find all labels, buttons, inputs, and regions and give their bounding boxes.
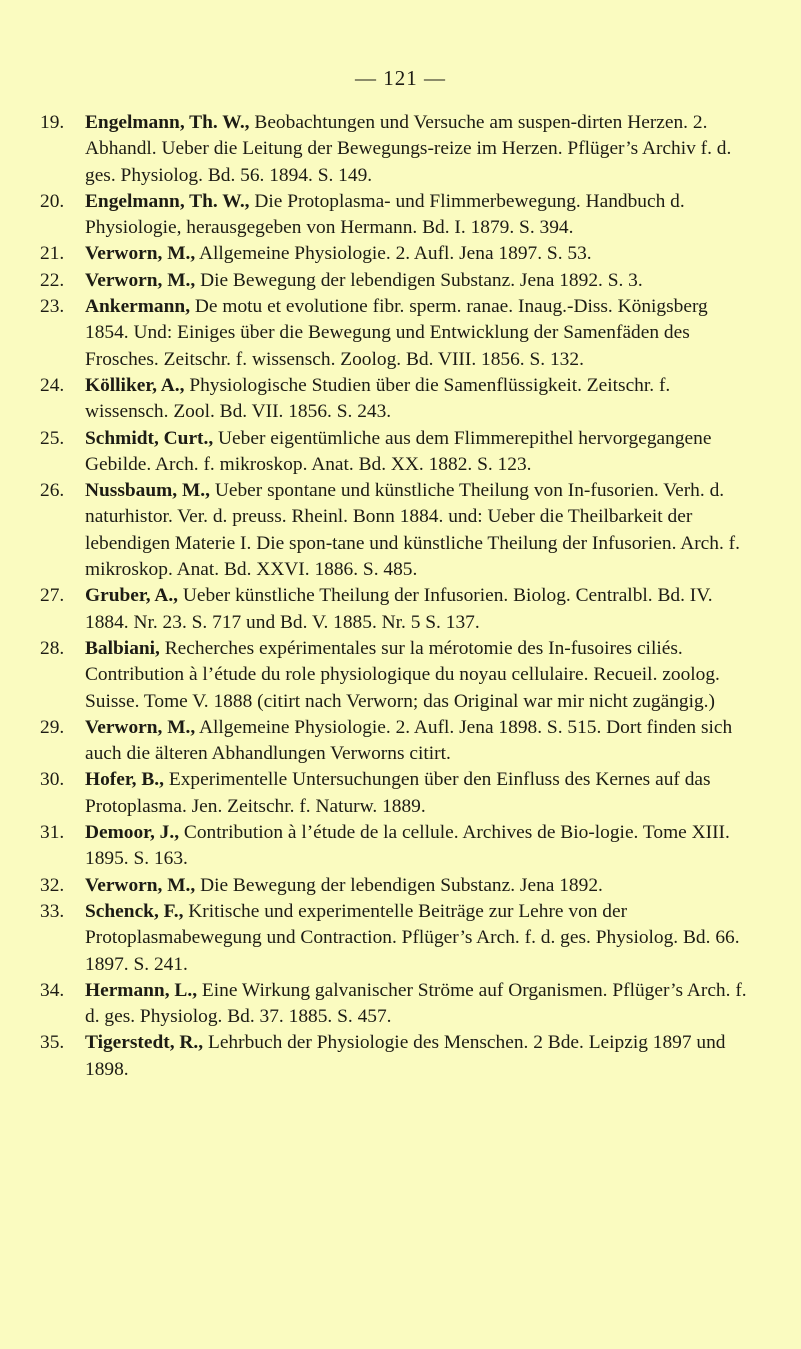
reference-item <box>40 899 755 978</box>
reference-author: Kölliker, A., <box>85 374 185 396</box>
reference-number: 21. <box>40 243 65 265</box>
reference-item <box>40 241 755 267</box>
reference-text: Ueber künstliche Theilung der Infusorien. Biolog. Centralbl. Bd. IV. 1884. Nr. 23. S. 717 und Bd. V. 1885. Nr. 5 S. 137. <box>85 585 713 633</box>
reference-author: Demoor, J., <box>85 822 180 844</box>
reference-number: 32. <box>40 874 65 896</box>
reference-author: Nussbaum, M., <box>85 480 210 502</box>
reference-author: Verworn, M., <box>85 243 196 265</box>
reference-number: 28. <box>40 637 65 659</box>
reference-item <box>40 268 755 294</box>
reference-number: 31. <box>40 822 65 844</box>
reference-text: Lehrbuch der Physiologie des Menschen. 2 Bde. Leipzig 1897 und 1898. <box>85 1032 726 1080</box>
reference-text: Allgemeine Physiologie. 2. Aufl. Jena 1898. S. 515. Dort finden sich auch die älteren Abhandlungen Verworns citirt. <box>85 716 733 765</box>
reference-author: Verworn, M., <box>85 874 196 896</box>
reference-item <box>40 978 755 1031</box>
reference-text: Ueber spontane und künstliche Theilung von In-fusorien. Verh. d. naturhistor. Ver. d. preuss. Rheinl. Bonn 1884. und: Ueber die Theilbarkeit der lebendigen Materie I. Die spon-tane und künstliche Theilung der Infusorien. Arch. f. mikroskop. Anat. Bd. XXVI. 1886. S. 485. <box>85 480 740 581</box>
reference-item <box>40 873 755 899</box>
reference-text: Die Bewegung der lebendigen Substanz. Jena 1892. S. 3. <box>195 269 643 291</box>
reference-text: Contribution à l’étude de la cellule. Archives de Bio-logie. Tome XIII. 1895. S. 163. <box>85 822 730 870</box>
reference-item <box>40 426 755 479</box>
reference-text: Allgemeine Physiologie. 2. Aufl. Jena 1897. S. 53. <box>195 243 592 265</box>
reference-item <box>40 373 755 426</box>
reference-author: Schmidt, Curt., <box>85 427 214 449</box>
reference-number: 33. <box>40 900 65 922</box>
reference-author: Tigerstedt, R., <box>85 1032 204 1054</box>
reference-author: Engelmann, Th. W., <box>85 112 250 133</box>
reference-item <box>40 478 755 583</box>
reference-item <box>40 767 755 820</box>
reference-author: Gruber, A., <box>85 585 179 607</box>
reference-number: 29. <box>40 716 65 738</box>
reference-number: 34. <box>40 979 65 1001</box>
reference-text: Beobachtungen und Versuche am suspen-dirten Herzen. 2. Abhandl. Ueber die Leitung der Bewegungs-reize im Herzen. Pflüger’s Archiv f. d. ges. Physiolog. Bd. 56. 1894. S. 149. <box>85 112 732 186</box>
reference-author: Ankermann, <box>85 296 191 318</box>
reference-number: 27. <box>40 585 65 607</box>
reference-author: Engelmann, Th. W., <box>85 190 250 212</box>
reference-text: Kritische und experimentelle Beiträge zur Lehre von der Protoplasmabewegung und Contraction. Pflüger’s Arch. f. d. ges. Physiolog. Bd. 66. 1897. S. 241. <box>85 900 740 975</box>
page-number: — 121 — <box>355 66 446 90</box>
reference-number: 35. <box>40 1032 65 1054</box>
reference-number: 30. <box>40 769 65 791</box>
reference-item <box>40 715 755 768</box>
reference-text: Die Protoplasma- und Flimmerbewegung. Handbuch d. Physiologie, herausgegeben von Hermann. Bd. I. 1879. S. 394. <box>85 190 685 239</box>
reference-number: 24. <box>40 374 65 396</box>
reference-number: 19. <box>40 112 65 133</box>
reference-author: Hermann, L., <box>85 979 198 1001</box>
reference-text: Experimentelle Untersuchungen über den Einfluss des Kernes auf das Protoplasma. Jen. Zeitschr. f. Naturw. 1889. <box>85 769 711 817</box>
reference-number: 26. <box>40 480 65 502</box>
reference-item <box>40 820 755 873</box>
reference-author: Verworn, M., <box>85 269 196 291</box>
reference-item <box>40 583 755 636</box>
reference-author: Hofer, B., <box>85 769 164 791</box>
reference-text: De motu et evolutione fibr. sperm. ranae. Inaug.-Diss. Königsberg 1854. Und: Einiges über die Bewegung und Entwicklung der Samenfäden des Frosches. Zeitschr. f. wissensch. Zoolog. Bd. VIII. 1856. S. 132. <box>85 296 708 370</box>
reference-number: 25. <box>40 427 65 449</box>
reference-author: Verworn, M., <box>85 716 196 738</box>
reference-item <box>40 189 755 242</box>
reference-text: Eine Wirkung galvanischer Ströme auf Organismen. Pflüger’s Arch. f. d. ges. Physiolog. Bd. 37. 1885. S. 457. <box>85 979 747 1028</box>
reference-text: Recherches expérimentales sur la mérotomie des In-fusoires ciliés. Contribution à l’étude du role physiologique du noyau cellulaire. Recueil. zoolog. Suisse. Tome V. 1888 (citirt nach Verworn; das Original war mir nicht zugängig.) <box>85 637 720 712</box>
reference-item <box>40 1030 755 1083</box>
reference-author: Schenck, F., <box>85 900 184 922</box>
reference-number: 20. <box>40 190 65 212</box>
reference-item <box>40 636 755 715</box>
reference-text: Die Bewegung der lebendigen Substanz. Jena 1892. <box>195 874 603 896</box>
reference-number: 23. <box>40 296 65 318</box>
reference-author: Balbiani, <box>85 637 160 659</box>
reference-item <box>40 110 755 189</box>
reference-list <box>40 110 755 1083</box>
reference-text: Physiologische Studien über die Samenflüssigkeit. Zeitschr. f. wissensch. Zool. Bd. VII. 1856. S. 243. <box>85 374 671 423</box>
reference-item <box>40 294 755 373</box>
reference-number: 22. <box>40 269 65 291</box>
reference-text: Ueber eigentümliche aus dem Flimmerepithel hervorgegangene Gebilde. Arch. f. mikroskop. Anat. Bd. XX. 1882. S. 123. <box>85 427 712 475</box>
